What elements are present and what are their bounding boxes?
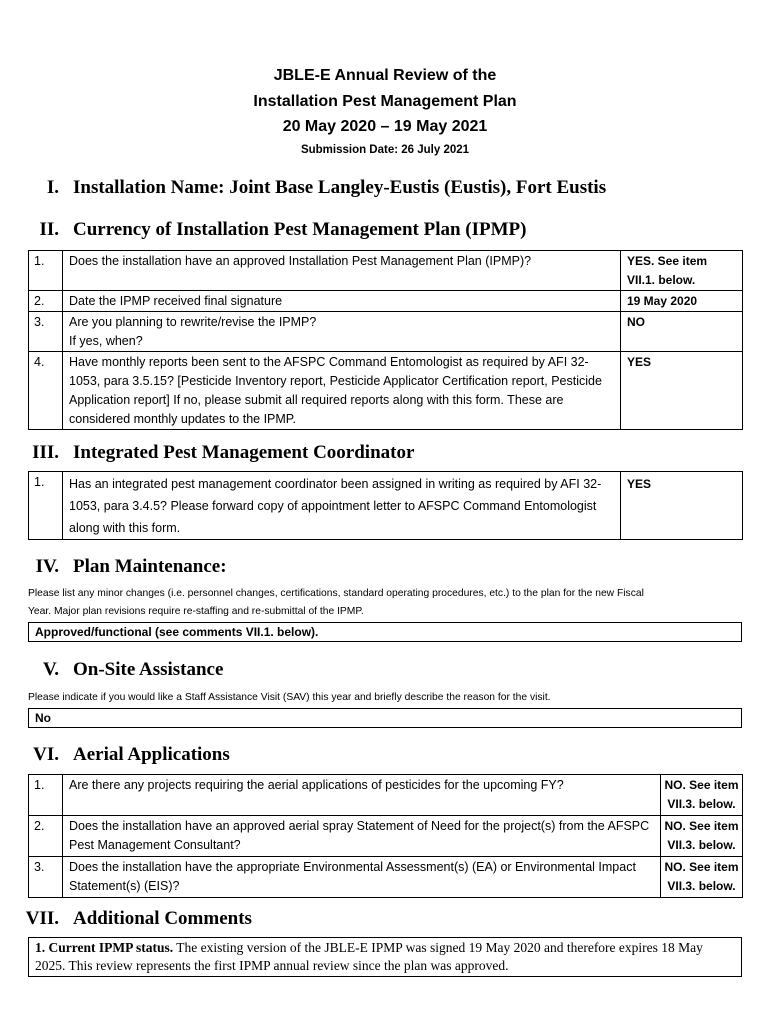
plan-maintenance-instructions: Please list any minor changes (i.e. personnel changes, certifications, standard operating procedures, etc.) to the plan for the new Fiscal: [28, 588, 644, 599]
onsite-assistance-answer: No: [28, 708, 742, 728]
section-2-number: II.: [39, 219, 59, 240]
table-row: [29, 857, 743, 898]
row-number: 4.: [29, 352, 63, 430]
section-4-title: Plan Maintenance:: [73, 556, 227, 577]
section-5-heading: [42, 659, 224, 681]
doc-title-line-2: Installation Pest Management Plan: [253, 93, 517, 110]
section-3-number: III.: [32, 442, 59, 463]
answer-text: NO. See item VII.3. below.: [661, 816, 743, 857]
table-row: [29, 352, 743, 430]
ipmp-currency-table: [28, 250, 743, 430]
onsite-assistance-instructions: Please indicate if you would like a Staff Assistance Visit (SAV) this year and briefly describe the reason for the visit.: [28, 692, 551, 703]
answer-text: NO. See item VII.3. below.: [661, 857, 743, 898]
plan-maintenance-instructions-2: Year. Major plan revisions require re-staffing and re-submittal of the IPMP.: [28, 606, 364, 617]
row-number: 3.: [29, 857, 63, 898]
comment-text: The existing version of the JBLE-E IPMP was signed 19 May 2020 and therefore expires 18 May 2025. This review represents the first IPMP annual review since the plan was approved.: [35, 940, 703, 973]
question-text: Does the installation have the appropriate Environmental Assessment(s) (EA) or Environmental Impact Statement(s) (EIS)?: [63, 857, 661, 898]
question-text: Does the installation have an approved aerial spray Statement of Need for the project(s) from the AFSPC Pest Management Consultant?: [63, 816, 661, 857]
section-7-heading: [25, 908, 252, 930]
question-line: Are you planning to rewrite/revise the IPMP?: [69, 315, 317, 329]
section-5-number: V.: [42, 659, 59, 680]
section-1-heading: [46, 177, 607, 199]
question-text: Are there any projects requiring the aerial applications of pesticides for the upcoming FY?: [63, 775, 661, 816]
section-7-title: Additional Comments: [73, 908, 252, 929]
section-2-heading: [39, 219, 527, 241]
section-6-title: Aerial Applications: [73, 744, 230, 765]
ipm-coordinator-table: [28, 471, 743, 540]
answer-text: YES: [621, 352, 743, 430]
question-text: Have monthly reports been sent to the AFSPC Command Entomologist as required by AFI 32-1053, para 3.5.15? [Pesticide Inventory report, Pesticide Applicator Certification report, Pesticide Application report] If no, please submit all required reports along with this form. These are considered monthly updates to the IPMP.: [63, 352, 621, 430]
row-number: 2.: [29, 816, 63, 857]
doc-title-period: 20 May 2020 – 19 May 2021: [282, 118, 488, 135]
answer-text: NO. See item VII.3. below.: [661, 775, 743, 816]
question-text: Does the installation have an approved Installation Pest Management Plan (IPMP)?: [63, 251, 621, 291]
answer-text: YES: [621, 472, 743, 540]
section-6-heading: [33, 744, 230, 766]
section-3-heading: [32, 442, 415, 464]
section-5-title: On-Site Assistance: [73, 659, 224, 680]
question-followup: If yes, when?: [69, 334, 143, 348]
submission-date: Submission Date: 26 July 2021: [300, 144, 470, 156]
answer-text: 19 May 2020: [621, 291, 743, 312]
row-number: 1.: [29, 472, 63, 540]
section-1-title: Installation Name: Joint Base Langley-Eustis (Eustis), Fort Eustis: [73, 177, 607, 198]
question-text: Date the IPMP received final signature: [63, 291, 621, 312]
row-number: 3.: [29, 312, 63, 352]
table-row: [29, 472, 743, 540]
comment-lead: 1. Current IPMP status.: [35, 940, 174, 955]
section-6-number: VI.: [33, 744, 59, 765]
row-number: 1.: [29, 251, 63, 291]
row-number: 1.: [29, 775, 63, 816]
table-row: [29, 816, 743, 857]
doc-title-line-1: JBLE-E Annual Review of the: [273, 67, 497, 84]
question-text: Has an integrated pest management coordinator been assigned in writing as required by AFI 32-1053, para 3.4.5? Please forward copy of appointment letter to AFSPC Command Entomologist along with this form.: [63, 472, 621, 540]
table-row: [29, 775, 743, 816]
additional-comments-box: [28, 937, 742, 977]
section-7-number: VII.: [25, 908, 59, 929]
section-1-number: I.: [46, 177, 59, 198]
aerial-applications-table: [28, 774, 743, 898]
answer-text: NO: [621, 312, 743, 352]
section-4-number: IV.: [35, 556, 59, 577]
section-3-title: Integrated Pest Management Coordinator: [73, 442, 415, 463]
section-2-title: Currency of Installation Pest Management Plan (IPMP): [73, 219, 527, 240]
section-4-heading: [35, 556, 227, 578]
table-row: [29, 251, 743, 291]
table-row: [29, 291, 743, 312]
question-text: [63, 312, 621, 352]
row-number: 2.: [29, 291, 63, 312]
answer-text: YES. See item VII.1. below.: [621, 251, 743, 291]
plan-maintenance-answer: Approved/functional (see comments VII.1. below).: [28, 622, 742, 642]
table-row: [29, 312, 743, 352]
